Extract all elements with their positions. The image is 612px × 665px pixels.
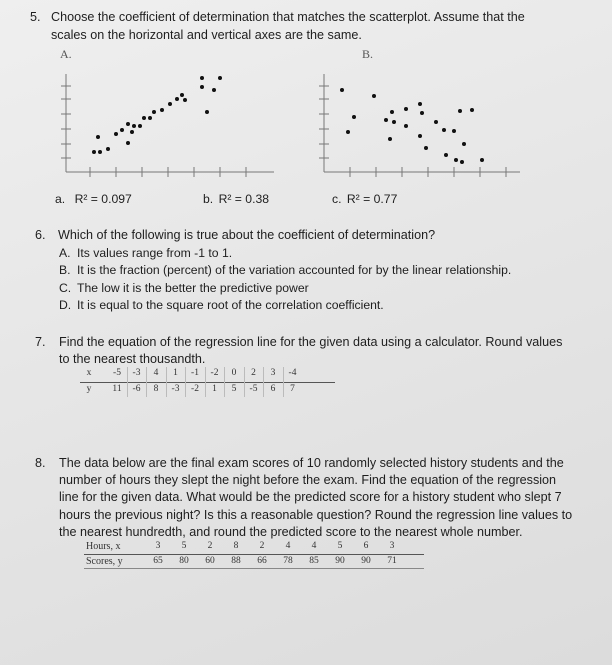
q8-x-value: 2 <box>259 541 265 551</box>
q7-text-line1: Find the equation of the regression line for the given data using a calculator. Round values <box>59 335 563 349</box>
scatterplot-b <box>310 62 540 192</box>
q8-y-value: 90 <box>361 556 371 566</box>
q7-column-separator <box>224 367 225 397</box>
q7-x-value: -2 <box>210 368 219 378</box>
q5-choice-a-text: R² = 0.097 <box>74 192 132 206</box>
q5-number: 5. <box>30 10 41 24</box>
q8-y-value: 71 <box>387 556 397 566</box>
q7-column-separator <box>166 367 167 397</box>
q7-x-value: -3 <box>132 368 141 378</box>
q7-y-value: -6 <box>132 384 141 394</box>
q7-column-separator <box>146 367 147 397</box>
q8-x-value: 3 <box>389 541 395 551</box>
plot-b-points <box>340 88 484 164</box>
q6-option-a <box>59 245 232 261</box>
q8-text-line1: The data below are the final exam scores of 10 randomly selected history students and the <box>59 456 564 470</box>
q8-y-value: 85 <box>309 556 319 566</box>
q6-option-c <box>59 280 309 296</box>
q7-y-value: 1 <box>212 384 217 394</box>
q7-y-value: -2 <box>191 384 199 394</box>
q8-x-value: 2 <box>207 541 213 551</box>
q8-x-label: Hours, x <box>86 541 121 552</box>
q6-option-d-letter: D. <box>59 298 72 312</box>
q7-x-value: 2 <box>251 368 256 378</box>
q5-choice-c-text: R² = 0.77 <box>346 192 398 206</box>
q7-x-value: 1 <box>173 368 178 378</box>
plot-a-label: A. <box>60 47 72 61</box>
q8-x-value: 5 <box>181 541 187 551</box>
q8-y-label: Scores, y <box>86 556 123 567</box>
q7-data-table <box>80 367 335 399</box>
q7-x-value: -1 <box>191 368 199 378</box>
q8-text-line4: hours the previous night? Is this a reasonable question? Round the regression line values to <box>59 508 573 522</box>
q8-y-value: 60 <box>205 556 215 566</box>
q7-x-value: -5 <box>113 368 121 378</box>
q8-text-line5: the nearest hundredth, and round the predicted score to the nearest whole number. <box>59 525 523 539</box>
q7-y-label: y <box>86 384 92 394</box>
q5-choice-a-letter: a. <box>55 192 66 206</box>
q5-choice-b-text: R² = 0.38 <box>218 192 270 206</box>
q7-column-separator <box>205 367 206 397</box>
q8-y-value: 80 <box>179 556 189 566</box>
q8-number: 8. <box>35 456 46 470</box>
q7-y-value: 7 <box>290 384 295 394</box>
q6-option-d-text: It is equal to the square root of the correlation coefficient. <box>77 298 384 312</box>
q7-y-value: 6 <box>270 384 276 394</box>
q5-choice-b-letter: b. <box>203 192 214 206</box>
q6-option-b-letter: B. <box>59 263 71 277</box>
q8-y-value: 88 <box>231 556 241 566</box>
q8-x-value: 8 <box>233 541 239 551</box>
q7-column-separator <box>244 367 245 397</box>
q5-choice-c-letter: c. <box>332 192 342 206</box>
q8-x-value: 4 <box>285 541 291 551</box>
q7-y-value: 8 <box>153 384 159 394</box>
q5-choice-b <box>203 192 269 206</box>
q8-text-line2: number of hours they slept the night before the exam. Find the equation of the regression <box>59 473 557 487</box>
q6-option-c-text: The low it is the better the predictive power <box>77 281 309 295</box>
q6-question: Which of the following is true about the coefficient of determination? <box>58 228 436 242</box>
q8-data-table <box>84 540 424 572</box>
q7-column-separator <box>185 367 186 397</box>
q7-x-label: x <box>86 368 92 378</box>
q6-option-c-letter: C. <box>59 281 72 295</box>
q7-x-value: 4 <box>153 368 159 378</box>
q7-y-value: 5 <box>231 384 237 394</box>
q8-text-line3: line for the given data. What would be the predicted score for a history student who slept 7 <box>59 490 562 504</box>
q5-text-line1: Choose the coefficient of determination that matches the scatterplot. Assume that the <box>51 10 525 24</box>
q7-x-value: -4 <box>288 368 297 378</box>
q6-option-a-letter: A. <box>59 246 71 260</box>
q8-y-value: 90 <box>335 556 345 566</box>
q6-option-b <box>59 262 511 278</box>
q8-y-value: 66 <box>257 556 267 566</box>
q5-choice-c <box>332 192 397 206</box>
q7-x-value: 0 <box>231 368 237 378</box>
q6-option-d <box>59 297 384 313</box>
q8-x-value: 5 <box>337 541 343 551</box>
q8-x-value: 6 <box>363 541 369 551</box>
q7-text-line2: to the nearest thousandth. <box>59 352 206 366</box>
scatterplot-a <box>50 62 280 192</box>
q6-number: 6. <box>35 228 46 242</box>
q8-y-value: 65 <box>153 556 163 566</box>
q7-y-value: -5 <box>249 384 258 394</box>
q7-column-separator <box>127 367 128 397</box>
q6-option-b-text: It is the fraction (percent) of the variation accounted for by the linear relationship. <box>77 263 512 277</box>
plot-b-label: B. <box>362 47 374 61</box>
q5-text-line2: scales on the horizontal and vertical axes are the same. <box>51 28 362 42</box>
q7-number: 7. <box>35 335 46 349</box>
q7-x-value: 3 <box>270 368 276 378</box>
q7-y-value: -3 <box>171 384 180 394</box>
q6-option-a-text: Its values range from -1 to 1. <box>77 246 233 260</box>
plot-a-points <box>92 76 222 154</box>
q7-y-value: 11 <box>112 384 122 394</box>
q8-y-value: 78 <box>283 556 293 566</box>
q7-column-separator <box>263 367 264 397</box>
q5-choice-a <box>55 192 132 206</box>
q7-column-separator <box>283 367 284 397</box>
q8-x-value: 3 <box>155 541 161 551</box>
q8-x-value: 4 <box>311 541 317 551</box>
